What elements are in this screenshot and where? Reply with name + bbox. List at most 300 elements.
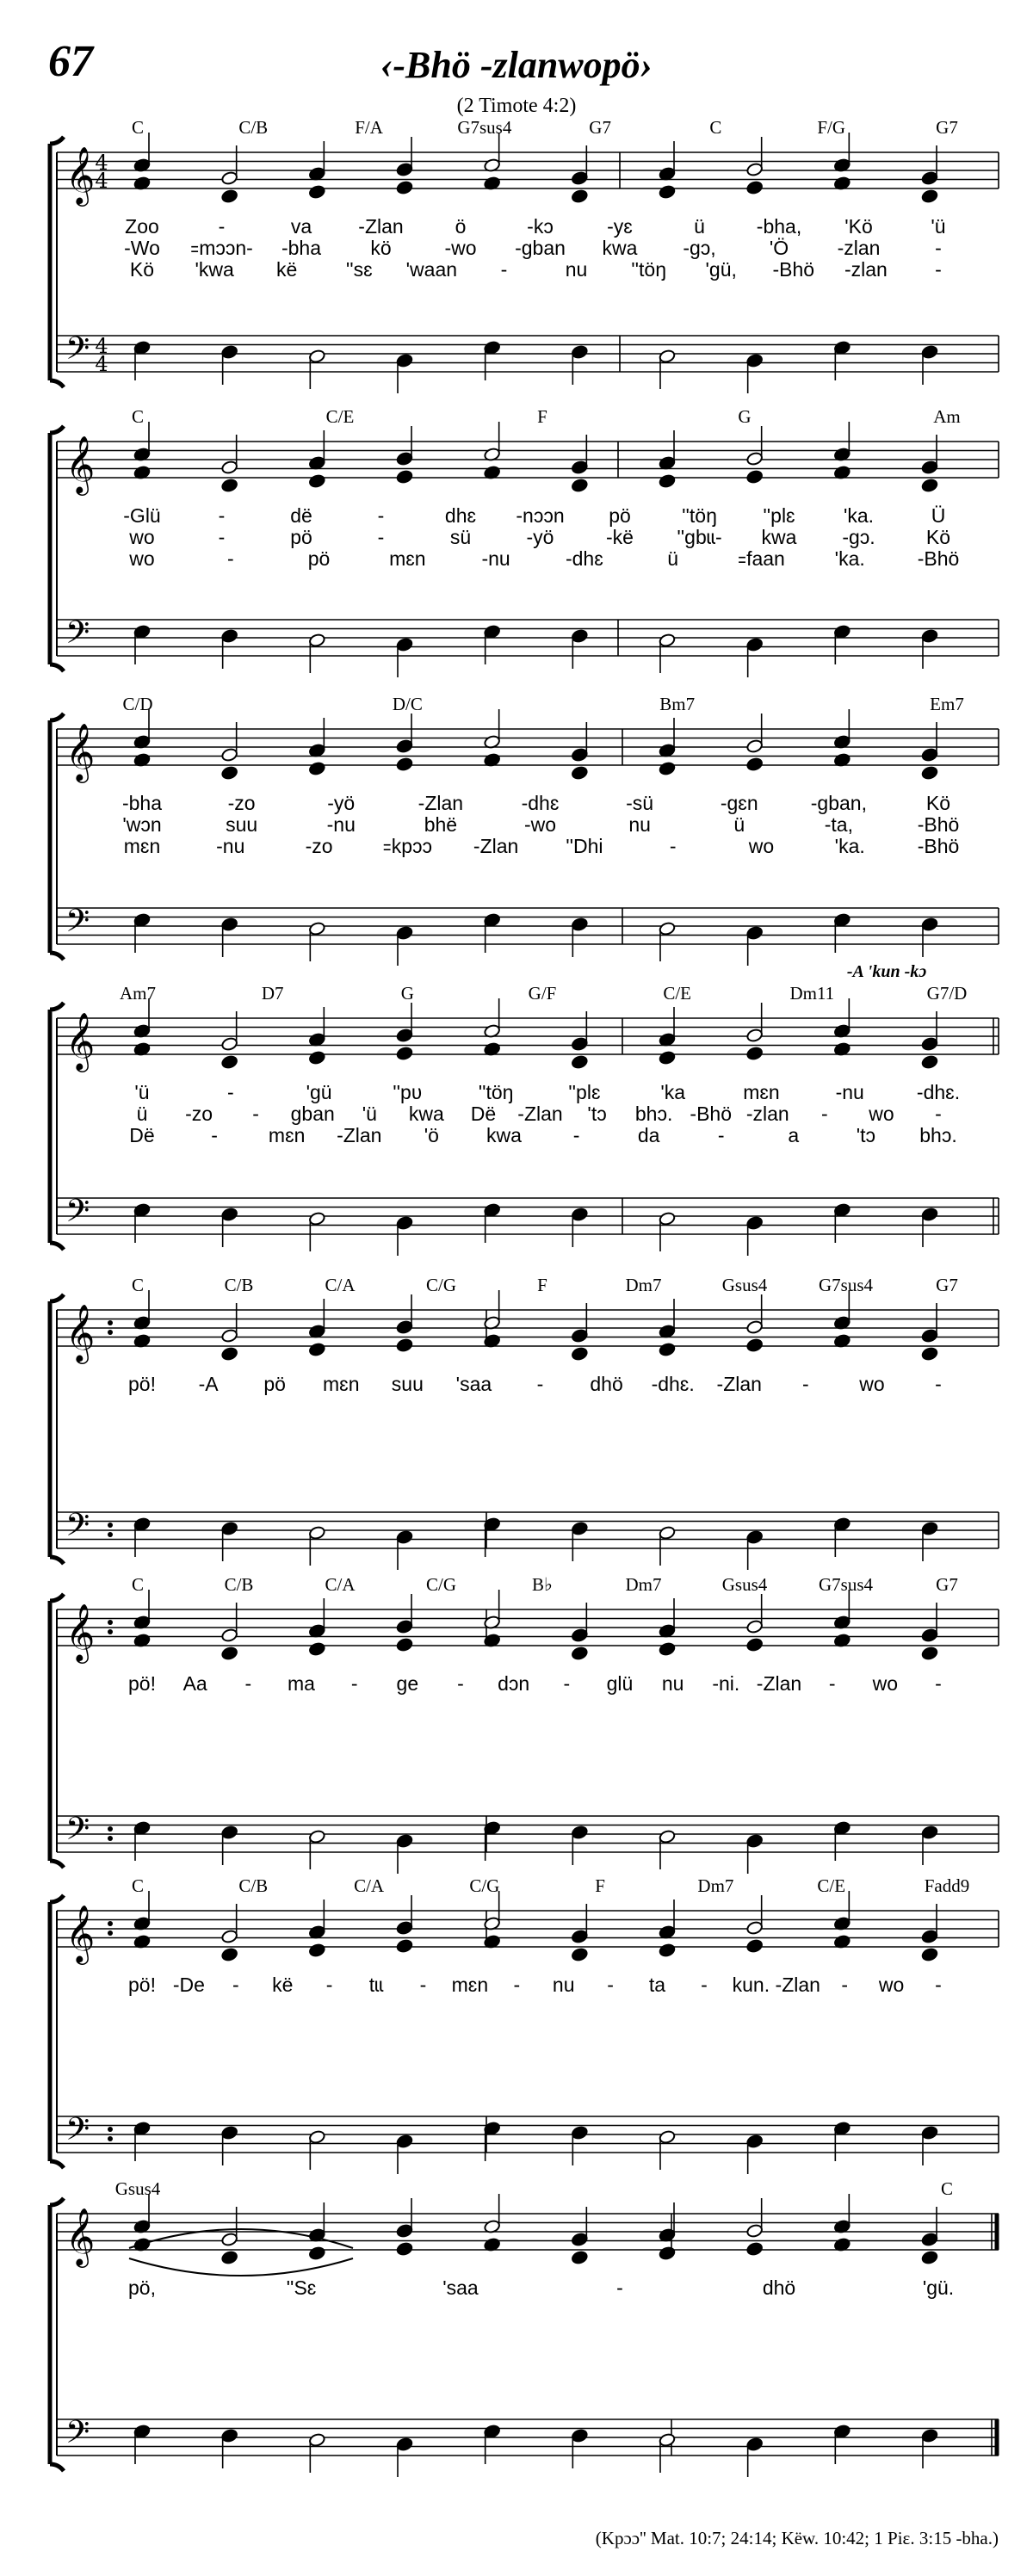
- note-head: [308, 1641, 325, 1656]
- note-head: [571, 628, 588, 643]
- chord-symbol: G7: [936, 1275, 958, 1295]
- chord-symbol: C: [131, 1875, 145, 1896]
- lyric-syllable: ''plɛ: [568, 1081, 601, 1103]
- lyric-syllable: -: [325, 1974, 333, 1996]
- lyric-syllable: mɛn: [389, 547, 426, 570]
- chord-symbol: Am: [933, 406, 961, 427]
- lyric-syllable: mɛn: [323, 1373, 360, 1395]
- repeat-dot: [108, 1826, 113, 1832]
- lyric-syllable: -gɔ.: [842, 526, 875, 548]
- note-head: [571, 460, 588, 474]
- note-head: [396, 469, 413, 484]
- chord-symbol: Gsus4: [721, 1574, 768, 1595]
- tempo-marking: -A 'kun -kɔ: [846, 962, 927, 981]
- lyric-syllable: -kë: [606, 526, 634, 548]
- note-head: [308, 1342, 325, 1356]
- note-head: [133, 912, 151, 927]
- note-head: [396, 738, 413, 753]
- chord-symbol: C: [940, 2178, 954, 2199]
- lyric-syllable: kë: [276, 258, 298, 281]
- note-head: [746, 757, 764, 771]
- lyric-syllable: -: [457, 1672, 464, 1695]
- chord-symbol: Dm11: [789, 983, 835, 1004]
- note-head: [396, 1319, 413, 1334]
- lyric-syllable: ꞊kpɔɔ: [382, 835, 433, 857]
- note-head: [133, 1820, 151, 1835]
- note-head: [921, 1825, 938, 1839]
- chord-symbol: C/D: [122, 694, 153, 714]
- note-head: [396, 1920, 413, 1935]
- chord-symbol: C/B: [238, 1875, 269, 1896]
- note-head: [221, 188, 238, 203]
- note-head: [396, 2437, 413, 2451]
- lyric-syllable: -: [350, 1672, 358, 1695]
- note-head: [221, 2250, 238, 2264]
- chord-symbol: G7sus4: [818, 1275, 874, 1295]
- note-head: [396, 1215, 413, 1230]
- note-head: [746, 1529, 764, 1544]
- lyric-syllable: 'ka: [660, 1081, 686, 1103]
- scripture-reference: (2 Timote 4:2): [456, 95, 577, 117]
- note-head: [221, 2232, 238, 2246]
- lyric-syllable: -Glü: [123, 504, 161, 527]
- note-head: [833, 1517, 851, 1531]
- note-head: [221, 628, 238, 643]
- note-head: [571, 1036, 588, 1051]
- note-head: [221, 1207, 238, 1221]
- lyric-syllable: kwa: [408, 1103, 444, 1125]
- lyric-syllable: ö: [455, 215, 467, 238]
- lyric-syllable: mɛn: [268, 1124, 306, 1146]
- note-head: [221, 170, 238, 185]
- note-head: [921, 460, 938, 474]
- note-head: [659, 473, 676, 488]
- lyric-syllable: -zo: [227, 792, 256, 814]
- footer-references: (Kpɔɔ'' Mat. 10:7; 24:14; Këw. 10:42; 1 Piɛ. 3:15 -bha.): [595, 2528, 999, 2548]
- lyric-syllable: mɛn: [743, 1081, 780, 1103]
- note-head: [659, 633, 676, 647]
- lyric-syllable: -gban: [515, 237, 566, 259]
- lyric-syllable: pö: [290, 526, 312, 548]
- lyric-syllable: 'ka.: [834, 835, 865, 857]
- lyric-syllable: 'gü.: [922, 2276, 955, 2299]
- treble-clef-icon: 𝄞: [65, 722, 96, 781]
- chord-symbol: Fadd9: [924, 1875, 970, 1896]
- note-head: [746, 2241, 764, 2256]
- note-head: [308, 921, 325, 936]
- note-head: [571, 1929, 588, 1943]
- note-head: [133, 2424, 151, 2438]
- note-head: [921, 747, 938, 762]
- chord-symbol: G/F: [528, 983, 557, 1004]
- repeat-dot: [108, 1330, 113, 1335]
- lyric-syllable: -bha: [281, 237, 322, 259]
- lyric-syllable: -: [244, 1672, 252, 1695]
- lyric-syllable: bhɔ.: [919, 1124, 957, 1146]
- note-head: [221, 747, 238, 762]
- lyric-syllable: -A: [198, 1373, 219, 1395]
- note-head: [571, 188, 588, 203]
- time-signature: 4: [95, 334, 108, 358]
- note-head: [746, 1637, 764, 1652]
- chord-symbol: C: [709, 117, 722, 138]
- lyric-syllable: da: [637, 1124, 660, 1146]
- note-head: [221, 1328, 238, 1343]
- lyric-syllable: -: [513, 1974, 521, 1996]
- lyric-syllable: ü: [136, 1103, 148, 1125]
- lyric-syllable: -: [607, 1974, 614, 1996]
- lyric-syllable: -: [935, 1974, 942, 1996]
- note-head: [221, 1036, 238, 1051]
- lyric-syllable: -gɔ,: [683, 237, 716, 259]
- note-head: [746, 1319, 764, 1334]
- lyric-syllable: -: [419, 1974, 427, 1996]
- note-head: [133, 1517, 151, 1531]
- chord-symbol: C/A: [325, 1574, 356, 1595]
- time-signature: 4: [95, 151, 108, 175]
- note-head: [396, 353, 413, 368]
- note-head: [133, 2121, 151, 2135]
- lyric-syllable: wo: [129, 547, 155, 570]
- note-head: [659, 1641, 676, 1656]
- lyric-syllable: nu: [565, 258, 588, 281]
- note-head: [484, 1202, 501, 1217]
- lyric-syllable: -De: [172, 1974, 205, 1996]
- note-head: [396, 2134, 413, 2148]
- lyric-syllable: 'ka.: [843, 504, 875, 527]
- lyric-syllable: 'kwa: [195, 258, 234, 281]
- lyric-syllable: -: [563, 1672, 571, 1695]
- lyric-syllable: 'waan: [405, 258, 458, 281]
- lyric-syllable: -Zlan: [517, 1103, 563, 1125]
- lyric-syllable: ''Sɛ: [286, 2276, 317, 2299]
- lyric-syllable: -zo: [185, 1103, 213, 1125]
- note-head: [833, 2121, 851, 2135]
- lyric-syllable: -Bhö: [917, 835, 960, 857]
- lyric-syllable: -: [218, 215, 226, 238]
- lyric-syllable: pö!: [128, 1974, 156, 1996]
- note-head: [571, 1328, 588, 1343]
- note-head: [659, 1829, 676, 1844]
- note-head: [484, 624, 501, 639]
- lyric-syllable: nu: [552, 1974, 575, 1996]
- lyric-syllable: -dhɛ.: [916, 1081, 961, 1103]
- lyric-syllable: wo: [872, 1672, 899, 1695]
- lyric-syllable: -: [218, 504, 226, 527]
- note-head: [571, 1054, 588, 1069]
- note-head: [308, 761, 325, 775]
- note-head: [746, 1938, 764, 1953]
- chord-symbol: C/B: [224, 1574, 254, 1595]
- lyric-syllable: -: [226, 1081, 234, 1103]
- lyric-syllable: 'ü: [931, 215, 946, 238]
- lyric-syllable: Dë: [470, 1103, 497, 1125]
- note-head: [659, 1342, 676, 1356]
- note-head: [746, 162, 764, 176]
- lyric-syllable: -Bhö: [917, 813, 960, 836]
- treble-clef-icon: 𝄞: [65, 145, 96, 204]
- bass-clef-icon: 𝄢: [65, 2414, 90, 2458]
- lyric-syllable: -: [701, 1974, 708, 1996]
- note-head: [921, 1054, 938, 1069]
- chord-symbol: C/B: [224, 1275, 254, 1295]
- repeat-dot: [108, 1836, 113, 1841]
- lyric-syllable: -: [536, 1373, 544, 1395]
- note-head: [396, 1529, 413, 1544]
- note-head: [484, 2424, 501, 2438]
- note-head: [921, 188, 938, 203]
- lyric-syllable: -: [841, 1974, 849, 1996]
- note-head: [921, 1646, 938, 1660]
- lyric-syllable: -Zlan: [473, 835, 519, 857]
- lyric-syllable: Kö: [925, 526, 951, 548]
- lyric-syllable: pö: [307, 547, 331, 570]
- lyric-syllable: dhö: [590, 1373, 623, 1395]
- note-head: [221, 1628, 238, 1642]
- lyric-syllable: 'ö: [424, 1124, 439, 1146]
- lyric-syllable: ꞊faan: [738, 547, 785, 570]
- note-head: [308, 633, 325, 647]
- lyric-syllable: suu: [226, 813, 258, 836]
- lyric-syllable: -nu: [326, 813, 356, 836]
- repeat-dot: [108, 1930, 113, 1936]
- hymn-number: 67: [48, 37, 93, 86]
- note-head: [221, 1825, 238, 1839]
- lyric-syllable: pö,: [128, 2276, 156, 2299]
- note-head: [308, 1943, 325, 1957]
- chord-symbol: C/G: [425, 1574, 457, 1595]
- lyric-syllable: -Zlan: [337, 1124, 382, 1146]
- lyric-syllable: mɛn: [451, 1974, 489, 1996]
- lyric-syllable: nu: [661, 1672, 684, 1695]
- bass-clef-icon: 𝄢: [65, 1811, 90, 1855]
- note-head: [659, 2246, 676, 2260]
- chord-symbol: Am7: [120, 983, 156, 1004]
- lyric-syllable: tɩɩ: [368, 1974, 384, 1996]
- repeat-dot: [108, 1320, 113, 1325]
- note-head: [221, 1646, 238, 1660]
- lyric-syllable: -Bhö: [917, 547, 960, 570]
- bass-clef-icon: 𝄢: [65, 1193, 90, 1237]
- note-head: [133, 624, 151, 639]
- chord-symbol: G7: [936, 117, 958, 138]
- note-head: [571, 2428, 588, 2443]
- repeat-dot: [108, 1921, 113, 1926]
- note-head: [659, 1943, 676, 1957]
- note-head: [221, 344, 238, 359]
- lyric-syllable: 'gü: [306, 1081, 332, 1103]
- note-head: [221, 1929, 238, 1943]
- lyric-syllable: wo: [748, 835, 775, 857]
- lyric-syllable: Kö: [129, 258, 155, 281]
- lyric-syllable: bhë: [424, 813, 458, 836]
- lyric-syllable: -dhɛ.: [651, 1373, 695, 1395]
- lyric-syllable: 'Kö: [844, 215, 873, 238]
- chord-symbol: G7sus4: [818, 1574, 874, 1595]
- lyric-syllable: wo: [859, 1373, 885, 1395]
- chord-symbol: Gsus4: [721, 1275, 768, 1295]
- note-head: [571, 1207, 588, 1221]
- bass-clef-icon: 𝄢: [65, 903, 90, 947]
- lyric-syllable: wo: [869, 1103, 894, 1125]
- lyric-syllable: Kö: [925, 792, 951, 814]
- lyric-syllable: ''Dhi: [566, 835, 603, 857]
- chord-symbol: C: [131, 406, 145, 427]
- lyric-syllable: -: [828, 1672, 836, 1695]
- treble-clef-icon: 𝄞: [65, 1303, 96, 1362]
- note-head: [308, 184, 325, 199]
- note-head: [746, 2437, 764, 2451]
- chord-symbol: G: [400, 983, 414, 1004]
- note-head: [571, 344, 588, 359]
- lyric-syllable: ''sɛ: [345, 258, 373, 281]
- lyric-syllable: -Bhö: [690, 1103, 733, 1125]
- lyric-syllable: 'ü: [362, 1103, 377, 1125]
- note-head: [921, 344, 938, 359]
- note-head: [746, 180, 764, 195]
- note-head: [746, 451, 764, 466]
- lyric-syllable: -: [935, 1672, 942, 1695]
- lyric-syllable: -: [801, 1373, 809, 1395]
- lyric-syllable: -wo: [523, 813, 557, 836]
- note-head: [308, 349, 325, 363]
- lyric-syllable: nu: [628, 813, 651, 836]
- note-head: [308, 1211, 325, 1226]
- lyric-syllable: -: [500, 258, 508, 281]
- lyric-syllable: -dhɛ: [565, 547, 603, 570]
- chord-symbol: C/E: [817, 1875, 846, 1896]
- lyric-syllable: -: [717, 1124, 725, 1146]
- lyric-syllable: kun.: [732, 1974, 770, 1996]
- bass-clef-icon: 𝄢: [65, 615, 90, 658]
- lyric-syllable: -yö: [327, 792, 356, 814]
- repeat-dot: [108, 1620, 113, 1625]
- chord-symbol: G7/D: [926, 983, 968, 1004]
- lyric-syllable: ü: [694, 215, 705, 238]
- note-head: [746, 2223, 764, 2238]
- note-head: [221, 1947, 238, 1961]
- chord-symbol: B♭: [532, 1574, 553, 1595]
- chord-symbol: G7: [589, 117, 611, 138]
- lyric-syllable: -nu: [835, 1081, 864, 1103]
- lyric-syllable: -zlan: [844, 258, 888, 281]
- lyric-syllable: ma: [288, 1672, 315, 1695]
- lyric-syllable: -: [821, 1103, 828, 1125]
- note-head: [921, 628, 938, 643]
- note-head: [921, 2232, 938, 2246]
- lyric-syllable: ge: [396, 1672, 419, 1695]
- note-head: [659, 349, 676, 363]
- lyric-syllable: -nɔɔn: [516, 504, 565, 527]
- lyric-syllable: -: [616, 2276, 623, 2299]
- note-head: [133, 340, 151, 355]
- chord-symbol: C: [131, 1275, 145, 1295]
- lyric-syllable: glü: [606, 1672, 634, 1695]
- note-head: [746, 2134, 764, 2148]
- note-head: [221, 1521, 238, 1535]
- treble-clef-icon: 𝄞: [65, 1904, 96, 1962]
- tie: [129, 2258, 353, 2276]
- note-head: [833, 1820, 851, 1835]
- note-head: [571, 170, 588, 185]
- lyric-syllable: kë: [272, 1974, 294, 1996]
- note-head: [308, 2432, 325, 2447]
- note-head: [396, 180, 413, 195]
- note-head: [921, 1207, 938, 1221]
- note-head: [571, 747, 588, 762]
- note-head: [833, 340, 851, 355]
- lyric-syllable: ''pʋ: [393, 1081, 423, 1103]
- note-head: [396, 2241, 413, 2256]
- note-head: [396, 1046, 413, 1060]
- lyric-syllable: 'saa: [442, 2276, 479, 2299]
- hymn-title: ‹-Bhö -zlanwopö›: [380, 44, 653, 86]
- lyric-syllable: dɔn: [498, 1672, 530, 1695]
- lyric-syllable: mɛn: [123, 835, 161, 857]
- note-head: [221, 2428, 238, 2443]
- lyric-syllable: -: [377, 526, 385, 548]
- lyric-syllable: -Zlan: [756, 1672, 802, 1695]
- lyric-syllable: ''töŋ: [478, 1081, 514, 1103]
- repeat-dot: [108, 2136, 113, 2141]
- note-head: [571, 478, 588, 492]
- chord-symbol: C: [131, 1574, 145, 1595]
- lyric-syllable: Zoo: [125, 215, 159, 238]
- note-head: [746, 353, 764, 368]
- treble-clef-icon: 𝄞: [65, 2207, 96, 2265]
- lyric-syllable: pö: [609, 504, 631, 527]
- note-head: [571, 1947, 588, 1961]
- note-head: [833, 912, 851, 927]
- lyric-syllable: ''töŋ: [631, 258, 667, 281]
- note-head: [746, 1833, 764, 1848]
- bass-clef-icon: 𝄢: [65, 330, 90, 374]
- lyric-syllable: ''gbɩɩ-: [677, 526, 722, 548]
- note-head: [571, 765, 588, 780]
- lyric-syllable: 'tɔ: [856, 1124, 876, 1146]
- lyric-syllable: 'wɔn: [122, 813, 162, 836]
- lyric-syllable: -wo: [444, 237, 477, 259]
- lyric-syllable: wo: [878, 1974, 905, 1996]
- treble-clef-icon: 𝄞: [65, 1603, 96, 1661]
- lyric-syllable: -Zlan: [418, 792, 464, 814]
- note-head: [571, 1628, 588, 1642]
- lyric-syllable: -: [935, 237, 942, 259]
- lyric-syllable: -ni.: [712, 1672, 740, 1695]
- lyric-syllable: -sü: [626, 792, 654, 814]
- lyric-syllable: -: [211, 1124, 218, 1146]
- chord-symbol: Dm7: [625, 1275, 662, 1295]
- note-head: [921, 1628, 938, 1642]
- lyric-syllable: 'ü: [134, 1081, 150, 1103]
- note-head: [221, 2125, 238, 2140]
- lyric-syllable: a: [788, 1124, 800, 1146]
- lyric-syllable: va: [290, 215, 312, 238]
- note-head: [308, 2129, 325, 2144]
- lyric-syllable: kwa: [602, 237, 638, 259]
- note-head: [746, 925, 764, 940]
- note-head: [396, 1938, 413, 1953]
- lyric-syllable: 'Ö: [769, 237, 789, 259]
- note-head: [746, 1215, 764, 1230]
- lyric-syllable: -Zlan: [358, 215, 404, 238]
- note-head: [746, 637, 764, 652]
- chord-symbol: D7: [261, 983, 284, 1004]
- note-head: [396, 1833, 413, 1848]
- note-head: [921, 1521, 938, 1535]
- lyric-syllable: -: [218, 526, 226, 548]
- chord-symbol: Bm7: [659, 694, 696, 714]
